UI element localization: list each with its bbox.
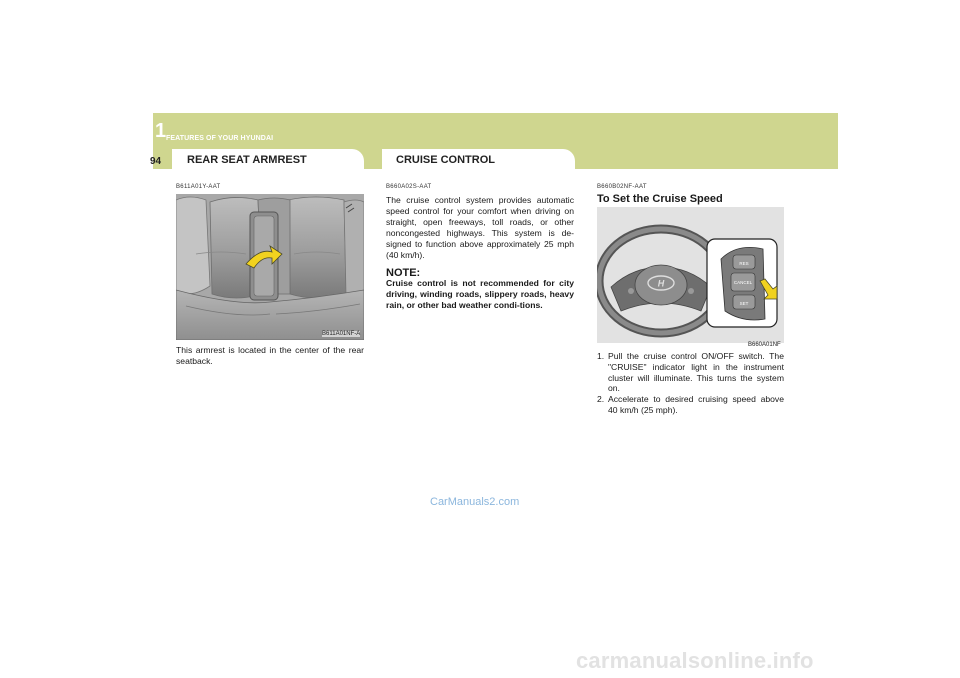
cruise-figure-code: B660A01NF [748,342,781,348]
step-item [597,351,784,394]
armrest-description: This armrest is located in the center of the rear seatback. [176,345,364,366]
watermark-link[interactable]: CarManuals2.com [430,496,520,508]
page-number: 94 [150,156,162,167]
steering-wheel-illustration [597,207,784,343]
set-speed-code: B660B02NF-AAT [597,184,647,190]
cruise-code: B660A02S-AAT [386,184,432,190]
step-number: 1. [597,351,605,361]
cruise-section-title: CRUISE CONTROL [396,154,495,166]
cruise-description: The cruise control system provides automatic speed control for your comfort when driving on straight, open freeways, toll roads, or other noncongested highways. This system is de-signed to function above approximately 25 mph (40 km/h). [386,195,574,260]
res-switch-label: RES [739,261,749,266]
rear-seat-illustration [176,194,364,340]
footer-watermark: carmanualsonline.info [576,648,814,673]
note-text: Cruise control is not recommended for city driving, winding roads, slippery roads, heavy rain, or other bad weather condi-tions. [386,278,574,310]
chapter-number: 1 [155,120,167,142]
armrest-section-title: REAR SEAT ARMREST [187,154,307,166]
step-text: Pull the cruise control ON/OFF switch. The "CRUISE" indicator light in the instrument cluster will illuminate. This turns the system on. [608,351,784,394]
cruise-figure [597,207,784,343]
armrest-code: B611A01Y-AAT [176,184,221,190]
armrest-figure [176,194,364,340]
set-speed-steps [597,351,784,416]
svg-text:H: H [657,278,665,289]
step-text: Accelerate to desired cruising speed above 40 km/h (25 mph). [608,394,784,415]
armrest-figure-code: B611A01NF-A [322,331,361,337]
note-heading: NOTE: [386,267,421,279]
step-number: 2. [597,394,605,405]
chapter-title: FEATURES OF YOUR HYUNDAI [166,135,274,142]
step-item [597,394,784,416]
cancel-switch-label: CANCEL [733,280,753,285]
set-speed-heading: To Set the Cruise Speed [597,193,723,205]
set-switch-label: SET [739,301,749,306]
